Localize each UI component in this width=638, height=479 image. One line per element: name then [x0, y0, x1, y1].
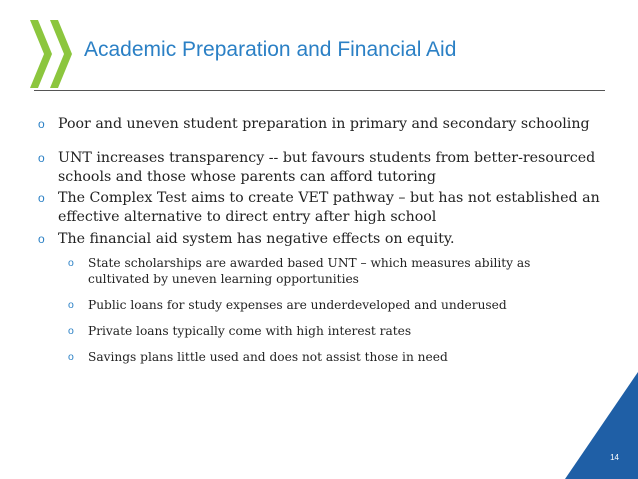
bullet-item: [38, 115, 608, 134]
sub-bullet-text: State scholarships are awarded based UNT – which measures ability as cultivated by uneven learning opportunities: [88, 256, 531, 286]
sub-bullet-marker: o: [68, 257, 74, 269]
sub-bullet-marker: o: [68, 325, 74, 337]
logo-chevron-left: [30, 20, 52, 88]
bullet-text: UNT increases transparency -- but favours students from better-resourced schools and those whose parents can afford tutoring: [58, 150, 596, 185]
sub-bullet-item: [68, 297, 608, 313]
title-divider: [34, 90, 605, 91]
logo-chevron-right: [50, 20, 72, 88]
page-number: 14: [610, 453, 619, 462]
sub-bullet-item: [68, 255, 548, 287]
sub-bullet-text: Savings plans little used and does not assist those in need: [88, 350, 448, 364]
sub-bullet-marker: o: [68, 299, 74, 311]
sub-bullet-text: Public loans for study expenses are underdeveloped and underused: [88, 298, 507, 312]
slide-title: Academic Preparation and Financial Aid: [84, 38, 457, 61]
bullet-marker: o: [38, 232, 45, 246]
bullet-marker: o: [38, 151, 45, 165]
sub-bullet-marker: o: [68, 351, 74, 363]
bullet-text: Poor and uneven student preparation in primary and secondary schooling: [58, 116, 590, 132]
oecd-logo: [30, 16, 75, 92]
bullet-text: The Complex Test aims to create VET pathway – but has not established an effective alternative to direct entry after high school: [58, 190, 600, 225]
bullet-text: The financial aid system has negative effects on equity.: [58, 231, 455, 247]
sub-bullet-item: [68, 349, 608, 365]
bullet-item: [38, 230, 608, 249]
bullet-marker: o: [38, 117, 45, 131]
corner-triangle: [565, 372, 638, 479]
bullet-marker: o: [38, 191, 45, 205]
bullet-list: [38, 115, 608, 365]
sub-bullet-text: Private loans typically come with high interest rates: [88, 324, 412, 338]
corner-decoration: [565, 372, 638, 479]
bullet-item: [38, 189, 608, 227]
sub-bullet-item: [68, 323, 608, 339]
bullet-item: [38, 149, 608, 187]
